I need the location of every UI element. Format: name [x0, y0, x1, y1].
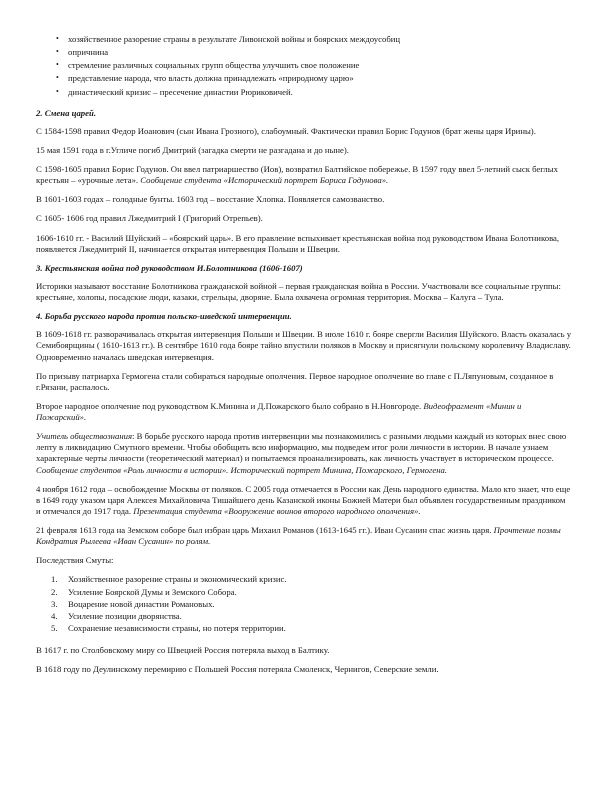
list-item: 5. Сохранение независимости страны, но потеря территории. [51, 622, 286, 633]
bullet-icon: • [56, 86, 59, 96]
causes-bullet-list [36, 34, 572, 98]
student-report-note: Сообщение студентов «Роль личности в истории». Исторический портрет Минина, Пожарского, Гермогена. [36, 464, 448, 475]
list-item: • династический кризис – пресечение династии Рюриковичей. [56, 86, 293, 97]
paragraph: Последствия Смуты: [36, 555, 114, 566]
paragraph: 15 мая 1591 года в г.Угличе погиб Дмитрий (загадка смерти не разгадана и до ныне). [36, 144, 349, 155]
paragraph: В 1601-1603 годах – голодные бунты. 1603 год – восстание Хлопка. Появляется самозванство. [36, 194, 385, 205]
paragraph: Историки называют восстание Болотникова гражданской войной – первая гражданская война в России. Участвовали все социальные группы: крестьяне, холопы, посадские люди, казаки, стрельцы, дворяне. Была охвачена огромная территория. Москва – Калуга – Тула. [36, 280, 561, 302]
presentation-note: Презентация студента «Вооружение воинов второго народного ополчения». [133, 505, 421, 516]
consequences-numbered-list [36, 574, 572, 634]
section-heading-peasant-war: 3. Крестьянская война под руководством И.Болотникова (1606-1607) [36, 262, 303, 273]
paragraph: В 1617 г. по Столбовскому миру со Швецией Россия потеряла выход в Балтику. [36, 645, 330, 655]
list-item: • хозяйственное разорение страны в результате Ливонской войны и боярских междоусобиц [56, 34, 401, 44]
paragraph: По призыву патриарха Гермогена стали собираться народные ополчения. Первое народное ополчение во главе с П.Ляпуновым, созданное в г.Рязани, распалось. [36, 370, 554, 392]
bullet-icon: • [56, 60, 59, 70]
paragraph: 1606-1610 гг. - Василий Шуйский – «боярский царь». В его правление вспыхивает крестьянская война под руководством Ивана Болотникова, появляется Лжедмитрий II, начинается открытая интервенция Польши и Швеции. [36, 232, 560, 254]
paragraph: С 1605- 1606 год правил Лжедмитрий I (Григорий Отрепьев). [36, 213, 263, 224]
list-item: 1. Хозяйственное разорение страны и экономический кризис. [51, 574, 287, 585]
list-item: 4. Усиление позиции дворянства. [51, 610, 182, 621]
paragraph: С 1584-1598 правил Федор Иоанович (сын Ивана Грозного), слабоумный. Фактически правил Борис Годунов (брат жены царя Ирины). [36, 125, 536, 136]
paragraph: В 1618 году по Деулинскому перемирию с Польшей Россия потеряла Смоленск, Чернигов, Северские земли. [36, 664, 439, 675]
section-heading-intervention: 4. Борьба русского народа против польско-шведской интервенции. [36, 311, 292, 322]
bullet-icon: • [56, 34, 59, 43]
list-item: 2. Усиление Боярской Думы и Земского Собора. [51, 586, 237, 597]
bullet-icon: • [56, 47, 59, 57]
video-fragment-note: Видеофрагмент «Минин и Пожарский». [36, 400, 522, 422]
list-item: • стремление различных социальных групп общества улучшить свое положение [56, 60, 360, 71]
paragraph: Второе народное ополчение под руководством К.Минина и Д.Пожарского было собрано в Н.Новгороде. Видеофрагмент «Минин и Пожарский». [36, 400, 522, 422]
section-heading-tsar-change: 2. Смена царей. [36, 107, 97, 118]
list-item: • опричнина [56, 47, 109, 58]
student-report-note: Сообщение студента «Исторический портрет Бориса Годунова». [140, 175, 389, 186]
list-item: • представление народа, что власть должна принадлежать «природному царю» [56, 73, 354, 84]
poem-reading-note: Прочтение поэмы Кондратия Рылеева «Иван Сусанин» по ролям. [36, 525, 561, 547]
paragraph: Учитель обществознания: В борьбе русского народа против интервенции мы познакомились с разными людьми каждый из которых внес свою лепту в ликвидацию Смутного времени. Чтобы обобщить всю информацию, мы подведем итог роли личности в истории. В начале узнаем характерные черты личности (теоретический материал) и попытаемся проанализировать, как личность участвует в историческом процессе. Сообщение студентов «Роль личности в истории». Исторический портрет Минина, Пожарского, Гермогена. [36, 431, 567, 475]
paragraph: 21 февраля 1613 года на Земском соборе был избран царь Михаил Романов (1613-1645 гг.). Иван Сусанин спас жизнь царя. Прочтение поэмы Кондратия Рылеева «Иван Сусанин» по ролям. [36, 525, 561, 547]
teacher-label: Учитель обществознания [36, 431, 133, 442]
paragraph: В 1609-1618 гг. разворачивалась открытая интервенция Польши и Швеции. В июле 1610 г. бояре свергли Василия Шуйского. Власть оказалась у Семибоярщины ( 1610-1613 гг.). В сентябре 1610 года бояре тайно впустили поляков в Москву и присягнули польскому королевичу Владиславу. Одновременно началась шведская интервенция. [36, 329, 572, 362]
paragraph: 4 ноября 1612 года – освобождение Москвы от поляков. С 2005 года отмечается в России как День народного единства. Мало кто знает, что еще в 1649 году указом царя Алексея Михайловича Тишайшего день Казанской иконы Божией Матери был объявлен государственным праздником и отмечался до 1917 года. Презентация студента «Вооружение воинов второго народного ополчения». [36, 483, 571, 516]
bullet-icon: • [56, 73, 59, 83]
paragraph: С 1598-1605 правил Борис Годунов. Он ввел патриаршество (Иов), возвратил Балтийское побережье. В 1597 году ввел 5-летний сыск беглых крестьян – «урочные лета». Сообщение студента «Исторический портрет Бориса Годунова». [36, 164, 558, 186]
list-item: 3. Воцарение новой династии Романовых. [51, 598, 215, 609]
